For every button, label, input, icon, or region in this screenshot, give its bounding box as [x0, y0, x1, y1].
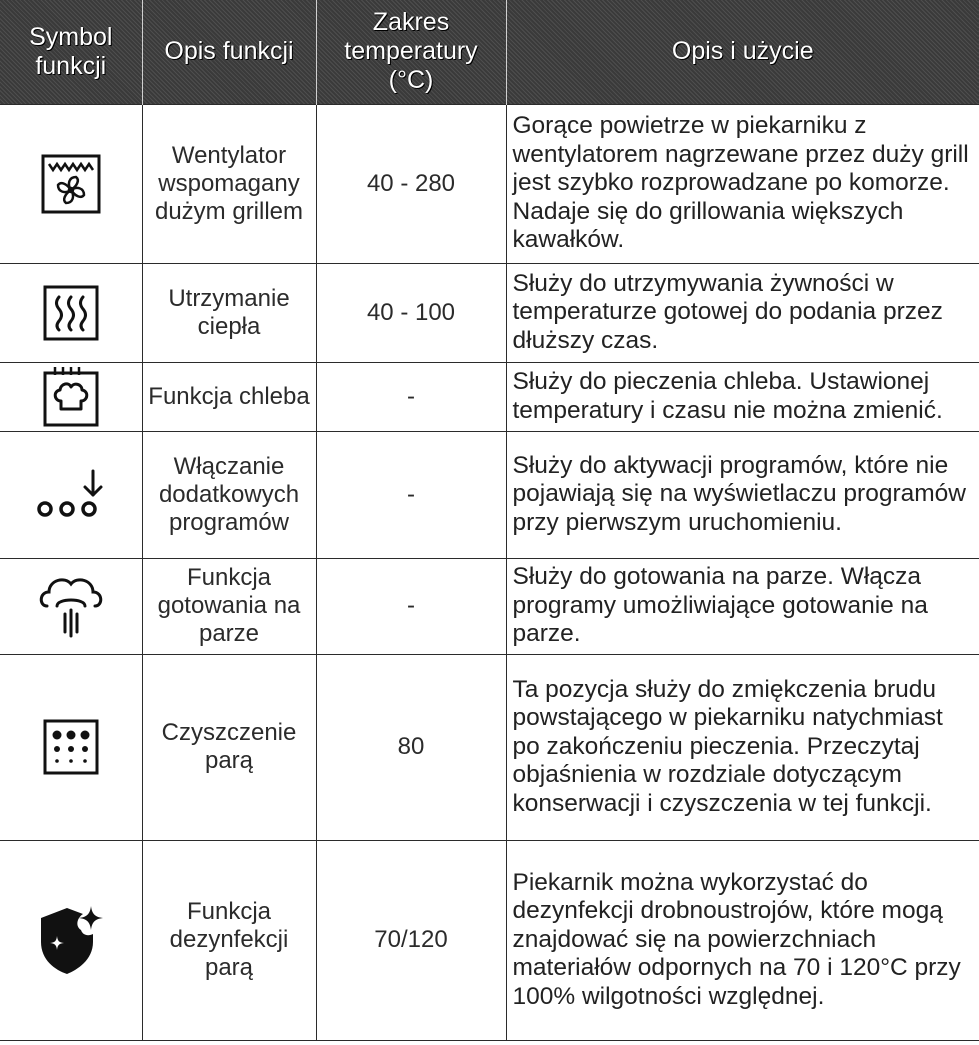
extra-programs-icon — [31, 465, 111, 525]
symbol-cell — [0, 362, 142, 431]
temperature-range: - — [316, 362, 506, 431]
header-usage: Opis i użycie — [506, 0, 979, 104]
function-usage: Służy do aktywacji programów, które nie pojawiają się na wyświetlaczu programów przy pierwszym uruchomieniu. — [506, 431, 979, 558]
table-row — [0, 431, 979, 558]
table-row — [0, 263, 979, 362]
function-name: Funkcja dezynfekcji parą — [142, 840, 316, 1040]
temperature-range: - — [316, 431, 506, 558]
symbol-cell — [0, 558, 142, 654]
temperature-range: 40 - 280 — [316, 104, 506, 263]
steam-cleaning-icon — [42, 718, 100, 776]
function-name: Funkcja gotowania na parze — [142, 558, 316, 654]
symbol-cell — [0, 654, 142, 840]
table-row — [0, 362, 979, 431]
table-row — [0, 654, 979, 840]
function-name: Wentylator wspomagany dużym grillem — [142, 104, 316, 263]
keep-warm-icon — [41, 283, 101, 343]
header-symbol: Symbol funkcji — [0, 0, 142, 104]
function-usage: Ta pozycja służy do zmiękczenia brudu powstającego w piekarniku natychmiast po zakończeniu pieczenia. Przeczytaj objaśnienia w rozdziale dotyczącym konserwacji i czyszczenia w tej funkcji. — [506, 654, 979, 840]
temperature-range: 40 - 100 — [316, 263, 506, 362]
steam-cooking-icon — [35, 570, 107, 642]
function-name: Czyszczenie parą — [142, 654, 316, 840]
symbol-cell — [0, 263, 142, 362]
function-name: Utrzymanie ciepła — [142, 263, 316, 362]
temperature-range: - — [316, 558, 506, 654]
symbol-cell — [0, 431, 142, 558]
symbol-cell — [0, 104, 142, 263]
function-usage: Piekarnik można wykorzystać do dezynfekcji drobnoustrojów, które mogą znajdować się na powierzchniach materiałów odpornych na 70 i 120°C przy 100% wilgotności względnej. — [506, 840, 979, 1040]
steam-disinfection-icon — [31, 900, 111, 980]
function-usage: Gorące powietrze w piekarniku z wentylatorem nagrzewane przez duży grill jest szybko rozprowadzane po komorze. Nadaje się do grillowania większych kawałków. — [506, 104, 979, 263]
fan-assisted-grill-icon — [39, 152, 103, 216]
function-name: Funkcja chleba — [142, 362, 316, 431]
table-row — [0, 104, 979, 263]
symbol-cell — [0, 840, 142, 1040]
table-row — [0, 840, 979, 1040]
function-usage: Służy do pieczenia chleba. Ustawionej temperatury i czasu nie można zmienić. — [506, 362, 979, 431]
temperature-range: 70/120 — [316, 840, 506, 1040]
table-header — [0, 0, 979, 104]
function-usage: Służy do gotowania na parze. Włącza programy umożliwiające gotowanie na parze. — [506, 558, 979, 654]
function-name: Włączanie dodatkowych programów — [142, 431, 316, 558]
function-usage: Służy do utrzymywania żywności w temperaturze gotowej do podania przez dłuższy czas. — [506, 263, 979, 362]
header-temperature: Zakres temperatury (°C) — [316, 0, 506, 104]
temperature-range: 80 — [316, 654, 506, 840]
header-description: Opis funkcji — [142, 0, 316, 104]
bread-function-icon — [41, 365, 101, 429]
table-row — [0, 558, 979, 654]
